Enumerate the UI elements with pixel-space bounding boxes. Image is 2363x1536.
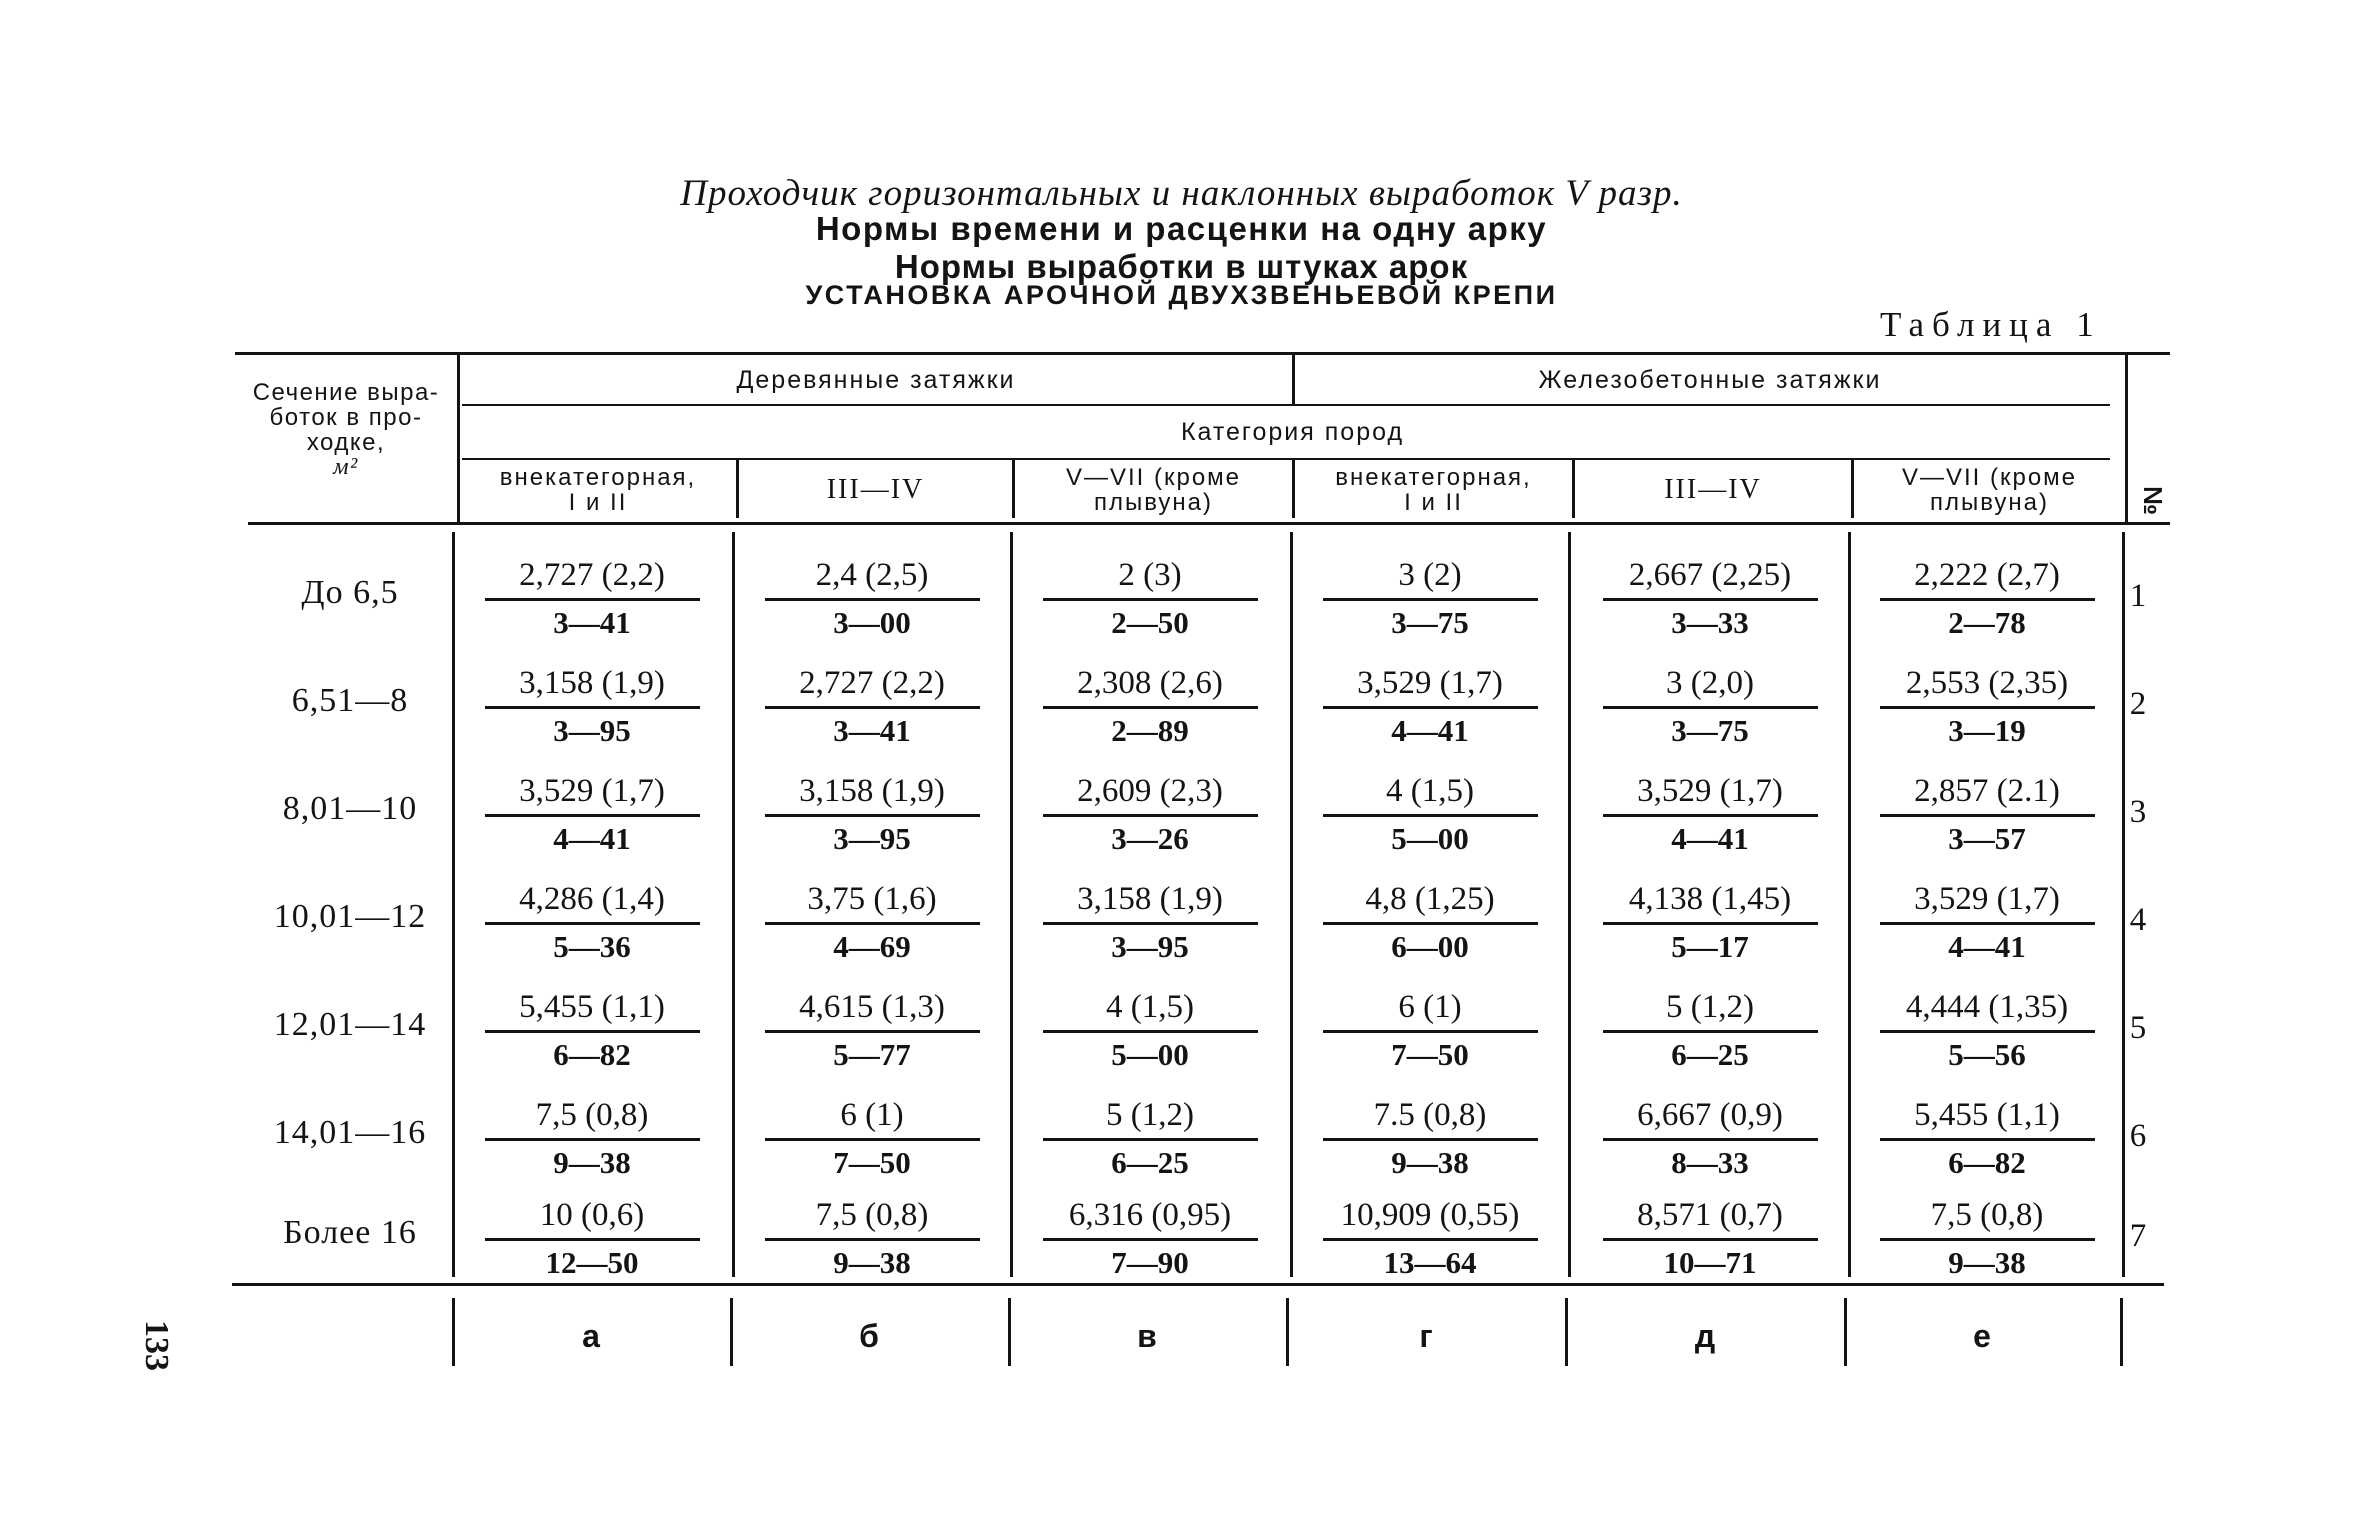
- norm-cell: [1857, 876, 2117, 969]
- row-label: 12,01—14: [273, 1006, 427, 1043]
- norm-cell: [1580, 1092, 1840, 1185]
- norm-cell: [462, 1092, 722, 1185]
- header-line-2: Нормы времени и расценки на одну арку: [815, 210, 1548, 247]
- rate-value: 6—25: [1671, 1037, 1749, 1072]
- row-label: 6,51—8: [291, 682, 409, 719]
- header-line-4: УСТАНОВКА АРОЧНОЙ ДВУХЗВЕНЬЕВОЙ КРЕПИ: [805, 280, 1558, 310]
- norm-time-output: 2,857 (2.1): [1914, 773, 2060, 809]
- rate-value: 5—17: [1671, 929, 1749, 964]
- rate-value: 7—50: [1391, 1037, 1469, 1072]
- row-label: Более 16: [283, 1214, 417, 1251]
- norm-cell: [462, 1192, 722, 1285]
- norm-time-output: 3,75 (1,6): [807, 881, 937, 917]
- rate-value: 3—95: [1111, 929, 1189, 964]
- norm-time-output: 3,529 (1,7): [1357, 665, 1503, 701]
- rate-value: 3—00: [833, 605, 911, 640]
- row-number: 6: [2129, 1118, 2147, 1154]
- norm-cell: [1857, 1092, 2117, 1185]
- norm-cell: [1020, 660, 1280, 753]
- norm-time-output: 2,553 (2,35): [1905, 665, 2069, 701]
- rate-value: 3—41: [553, 605, 631, 640]
- rate-value: 4—41: [1948, 929, 2026, 964]
- norm-cell: [1857, 768, 2117, 861]
- rate-value: 2—50: [1111, 605, 1189, 640]
- row-number: 1: [2129, 578, 2147, 614]
- norm-time-output: 6 (1): [1398, 989, 1462, 1025]
- norm-cell: [1020, 984, 1280, 1077]
- rate-value: 5—00: [1111, 1037, 1189, 1072]
- rate-value: 5—36: [553, 929, 631, 964]
- norm-cell: [1580, 768, 1840, 861]
- norm-cell: [462, 660, 722, 753]
- norm-cell: [1580, 552, 1840, 645]
- norm-time-output: 7,5 (0,8): [535, 1097, 649, 1133]
- rate-value: 6—82: [553, 1037, 631, 1072]
- row-label: 14,01—16: [273, 1114, 427, 1151]
- norm-time-output: 3,158 (1,9): [519, 665, 665, 701]
- footer-col-rule: [2120, 1298, 2123, 1366]
- footer-col-rule: [1565, 1298, 1568, 1366]
- norm-time-output: 2,667 (2,25): [1628, 557, 1792, 593]
- norm-time-output: 3 (2): [1398, 557, 1462, 593]
- norm-cell: [1300, 984, 1560, 1077]
- norm-time-output: 2,308 (2,6): [1077, 665, 1223, 701]
- norm-cell: [742, 984, 1002, 1077]
- footer-col-rule: [1008, 1298, 1011, 1366]
- norm-cell: [1857, 552, 2117, 645]
- column-letter: в: [1137, 1318, 1157, 1354]
- rate-value: 4—69: [833, 929, 911, 964]
- norm-cell: [1580, 984, 1840, 1077]
- norm-time-output: 10,909 (0,55): [1340, 1197, 1520, 1233]
- body-col-rule: [1010, 532, 1013, 1277]
- column-letter: г: [1419, 1318, 1433, 1354]
- subheader-6: V—VII (кроме плывуна): [1901, 463, 2078, 516]
- row-number-header: №: [2137, 486, 2168, 515]
- norm-cell: [742, 768, 1002, 861]
- norm-cell: [462, 768, 722, 861]
- norm-time-output: 5 (1,2): [1106, 1097, 1194, 1133]
- group-header-wood: Деревянные затяжки: [736, 365, 1016, 394]
- rate-value: 4—41: [1671, 821, 1749, 856]
- norm-time-output: 4,8 (1,25): [1365, 881, 1495, 917]
- body-col-rule: [732, 532, 735, 1277]
- rate-value: 6—00: [1391, 929, 1469, 964]
- norm-time-output: 7,5 (0,8): [815, 1197, 929, 1233]
- header-line-1: Проходчик горизонтальных и наклонных выработок V разр.: [680, 173, 1683, 214]
- norm-cell: [1857, 660, 2117, 753]
- table-label: Таблица 1: [1880, 305, 2102, 344]
- header-bottom-rule: [248, 522, 2170, 525]
- norm-time-output: 4,286 (1,4): [519, 881, 665, 917]
- group-rule: [462, 404, 2110, 406]
- norm-time-output: 7,5 (0,8): [1930, 1197, 2044, 1233]
- norm-cell: [1300, 1092, 1560, 1185]
- norm-time-output: 4,615 (1,3): [799, 989, 945, 1025]
- norm-cell: [1857, 984, 2117, 1077]
- rate-value: 3—75: [1391, 605, 1469, 640]
- subheader-4: внекатегорная, I и II: [1335, 463, 1532, 516]
- norm-time-output: 5,455 (1,1): [519, 989, 665, 1025]
- norm-time-output: 6 (1): [840, 1097, 904, 1133]
- norm-cell: [1300, 876, 1560, 969]
- norm-cell: [742, 552, 1002, 645]
- rate-value: 3—57: [1948, 821, 2026, 856]
- norm-time-output: 2,4 (2,5): [815, 557, 929, 593]
- rate-value: 5—00: [1391, 821, 1469, 856]
- norm-time-output: 5 (1,2): [1666, 989, 1754, 1025]
- norm-time-output: 3,158 (1,9): [799, 773, 945, 809]
- norm-time-output: 4 (1,5): [1106, 989, 1194, 1025]
- rate-value: 3—41: [833, 713, 911, 748]
- norm-cell: [462, 876, 722, 969]
- rate-value: 9—38: [1948, 1245, 2026, 1280]
- rate-value: 3—95: [833, 821, 911, 856]
- subheader-3: V—VII (кроме плывуна): [1065, 463, 1242, 516]
- body-col-rule: [1568, 532, 1571, 1277]
- norm-cell: [1020, 552, 1280, 645]
- rate-value: 3—95: [553, 713, 631, 748]
- norm-cell: [1580, 660, 1840, 753]
- norm-time-output: 3,158 (1,9): [1077, 881, 1223, 917]
- rate-value: 8—33: [1671, 1145, 1749, 1180]
- rate-value: 9—38: [833, 1245, 911, 1280]
- column-letter: б: [859, 1318, 879, 1354]
- rate-value: 5—56: [1948, 1037, 2026, 1072]
- subheader-5: III—IV: [1664, 474, 1762, 506]
- rate-value: 2—89: [1111, 713, 1189, 748]
- norm-time-output: 3 (2,0): [1666, 665, 1754, 701]
- norm-time-output: 6,667 (0,9): [1637, 1097, 1783, 1133]
- norm-cell: [1020, 1192, 1280, 1285]
- rate-value: 4—41: [1391, 713, 1469, 748]
- rate-value: 6—25: [1111, 1145, 1189, 1180]
- subheader-2: III—IV: [826, 474, 925, 506]
- rate-value: 2—78: [1948, 605, 2026, 640]
- rate-value: 7—50: [833, 1145, 911, 1180]
- rate-value: 6—82: [1948, 1145, 2026, 1180]
- norm-time-output: 3,529 (1,7): [1914, 881, 2060, 917]
- norm-time-output: 3,529 (1,7): [1637, 773, 1783, 809]
- norm-cell: [1020, 1092, 1280, 1185]
- body-col-rule: [1848, 532, 1851, 1277]
- rate-value: 3—33: [1671, 605, 1749, 640]
- norm-time-output: 2,222 (2,7): [1914, 557, 2060, 593]
- row-label: 8,01—10: [282, 790, 418, 827]
- rate-value: 4—41: [553, 821, 631, 856]
- subheader-1: внекатегорная, I и II: [499, 463, 697, 516]
- norm-cell: [1580, 1192, 1840, 1285]
- table-top-rule: [235, 352, 2170, 355]
- footer-col-rule: [1286, 1298, 1289, 1366]
- rate-value: 3—75: [1671, 713, 1749, 748]
- norm-time-output: 5,455 (1,1): [1914, 1097, 2060, 1133]
- category-header: Категория пород: [1180, 417, 1405, 446]
- norm-time-output: 2,727 (2,2): [519, 557, 665, 593]
- footer-col-rule: [730, 1298, 733, 1366]
- row-number: 3: [2129, 794, 2147, 830]
- norm-time-output: 4 (1,5): [1386, 773, 1474, 809]
- norm-cell: [1580, 876, 1840, 969]
- norm-cell: [1300, 1192, 1560, 1285]
- norm-time-output: 4,444 (1,35): [1905, 989, 2069, 1025]
- footer-col-rule: [452, 1298, 455, 1366]
- group-header-concrete: Железобетонные затяжки: [1538, 365, 1882, 394]
- rate-value: 9—38: [1391, 1145, 1469, 1180]
- norm-time-output: 10 (0,6): [539, 1197, 645, 1233]
- rate-value: 9—38: [553, 1145, 631, 1180]
- norm-time-output: 7.5 (0,8): [1373, 1097, 1487, 1133]
- norm-cell: [742, 1092, 1002, 1185]
- column-letter: е: [1973, 1318, 1991, 1354]
- header-line-3: Нормы выработки в штуках арок: [894, 248, 1469, 285]
- norm-time-output: 8,571 (0,7): [1637, 1197, 1783, 1233]
- row-label: До 6,5: [301, 574, 399, 611]
- norm-time-output: 4,138 (1,45): [1628, 881, 1792, 917]
- norm-cell: [742, 660, 1002, 753]
- norm-time-output: 6,316 (0,95): [1068, 1197, 1232, 1233]
- column-letter: д: [1694, 1318, 1716, 1354]
- section-header: Сечение выра- боток в про- ходке, м²: [252, 378, 440, 481]
- norm-cell: [1300, 768, 1560, 861]
- norm-cell: [1300, 660, 1560, 753]
- norm-cell: [742, 876, 1002, 969]
- norm-cell: [462, 984, 722, 1077]
- rate-value: 7—90: [1111, 1245, 1189, 1280]
- norm-cell: [742, 1192, 1002, 1285]
- row-number: 7: [2129, 1218, 2147, 1254]
- footer-col-rule: [1844, 1298, 1847, 1366]
- norm-time-output: 2,609 (2,3): [1077, 773, 1223, 809]
- header-col-rule: [2125, 355, 2128, 522]
- norm-cell: [1857, 1192, 2117, 1285]
- norm-time-output: 2,727 (2,2): [799, 665, 945, 701]
- row-label: 10,01—12: [273, 898, 427, 935]
- row-number: 4: [2129, 902, 2147, 938]
- row-number: 5: [2129, 1010, 2147, 1046]
- rate-value: 3—26: [1111, 821, 1189, 856]
- category-rule: [462, 458, 2110, 460]
- page-number: 133: [138, 1320, 175, 1371]
- rate-value: 13—64: [1383, 1245, 1477, 1280]
- row-number: 2: [2129, 686, 2147, 722]
- norm-time-output: 2 (3): [1118, 557, 1182, 593]
- norm-cell: [1020, 876, 1280, 969]
- norm-cell: [1300, 552, 1560, 645]
- rate-value: 10—71: [1663, 1245, 1757, 1280]
- column-letter: а: [582, 1318, 600, 1354]
- norm-time-output: 3,529 (1,7): [519, 773, 665, 809]
- body-col-rule: [1290, 532, 1293, 1277]
- rate-value: 12—50: [545, 1245, 639, 1280]
- norm-cell: [1020, 768, 1280, 861]
- norm-cell: [462, 552, 722, 645]
- rate-value: 5—77: [833, 1037, 911, 1072]
- rate-value: 3—19: [1948, 713, 2026, 748]
